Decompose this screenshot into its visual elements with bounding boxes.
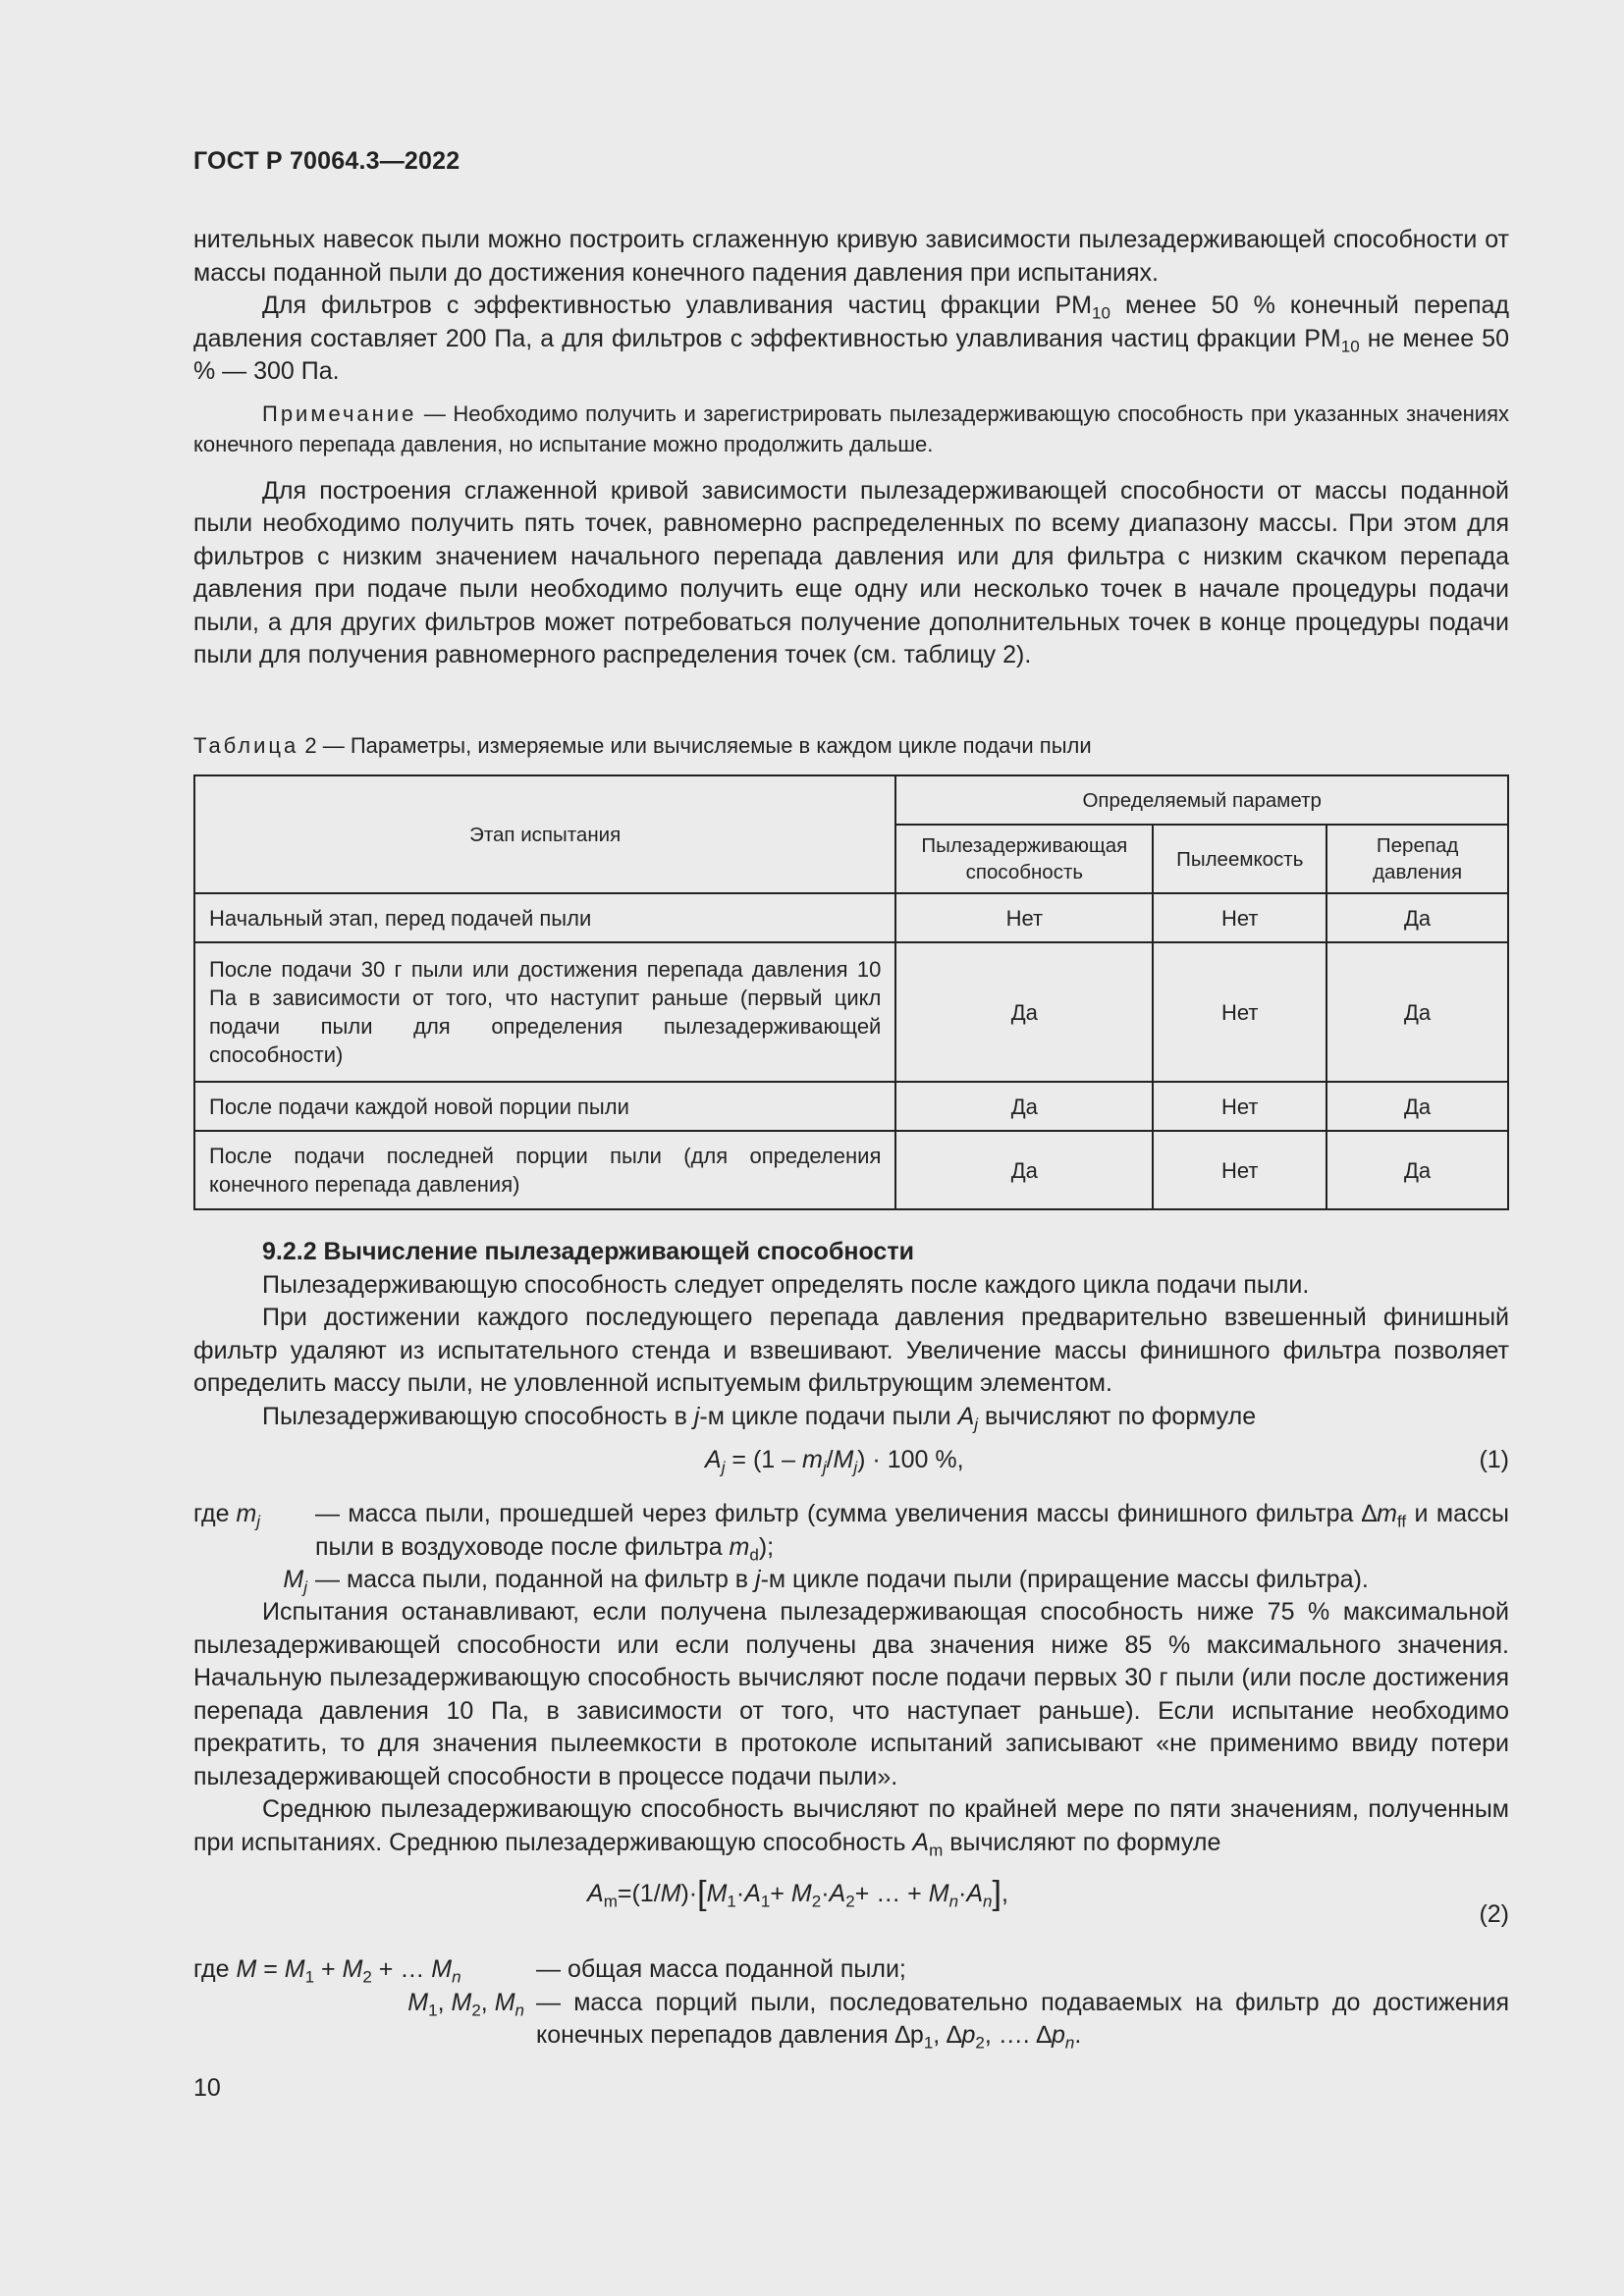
table-row [194, 1131, 1508, 1209]
section-text-block [193, 1236, 1509, 1433]
header-dust-arrestance: Пылезадерживающая способность [895, 825, 1153, 893]
paragraph-average: Среднюю пылезадерживающую способность вычисляют по крайней мере по пяти значениям, полученным при испытаниях. Среднюю пылезадерживающую способность $A_m$ вычисляют по формуле [193, 1795, 1509, 1859]
header-parameter-group: Определяемый параметр [895, 775, 1508, 825]
cell-value: Нет [1153, 1131, 1326, 1209]
cell-value: Нет [895, 893, 1153, 942]
cell-value: Да [1326, 893, 1508, 942]
cell-value: Да [895, 942, 1153, 1082]
cell-value: Да [1326, 942, 1508, 1082]
page-number: 10 [193, 2074, 221, 2102]
paragraph-pressure-limits: Для фильтров с эффективностью улавливания частиц фракции $PM_{10}$ менее 50 % конечный перепад давления составляет 200 Па, а для фильтров с эффективностью улавливания частиц фракции $PM_{10}$ не менее 50 % — 300 Па. [193, 292, 1510, 385]
section-title: 9.2.2 Вычисление пылезадерживающей способности [262, 1238, 914, 1265]
cell-value: Нет [1153, 893, 1326, 942]
paragraph-smoothed-curve: Для построения сглаженной кривой зависимости пылезадерживающей способности от массы поданной пыли необходимо получить пять точек, равномерно распределенных по всему диапазону массы. При этом для фильтров с низким значением начального перепада давления или для фильтра с низким скачком перепада давления при подаче пыли необходимо получить еще одну или несколько точек в начале процедуры подачи пыли, а для других фильтров может потребоваться получение дополнительных точек в конце процедуры подачи пыли для получения равномерного распределения точек (см. таблицу 2). [193, 476, 1509, 668]
section-paragraph-formula-intro: Пылезадерживающую способность в j-м цикле подачи пыли $A_j$ вычисляют по формуле [262, 1402, 1257, 1433]
document-code-header: ГОСТ Р 70064.3—2022 [193, 147, 460, 175]
legend-row-M: $M_j$ — масса пыли, поданной на фильтр в j-м цикле подачи пыли (приращение массы фильтра). [283, 1566, 1369, 1597]
parameters-table [193, 774, 1509, 1210]
cell-value: Да [895, 1082, 1153, 1131]
section-paragraph: Пылезадерживающую способность следует определять после каждого цикла подачи пыли. [262, 1270, 1310, 1299]
formula-1: $A_j = (1 - m_j/M_j) \cdot 100$ %, [705, 1446, 964, 1477]
table-row [194, 893, 1508, 942]
formula-2-legend [193, 1953, 1509, 2053]
table-caption: Таблица 2 — Параметры, измеряемые или вычисляемые в каждом цикле подачи пыли [193, 733, 1092, 758]
cell-value: Да [1326, 1082, 1508, 1131]
cell-stage: После подачи 30 г пыли или достижения перепада давления 10 Па в зависимости от того, что наступит раньше (первый цикл подачи пыли для определения пылезадерживающей способности) [194, 942, 895, 1082]
table-row [194, 1082, 1508, 1131]
stop-criteria-block [193, 1596, 1509, 1859]
cell-stage: После подачи последней порции пыли (для определения конечного перепада давления) [194, 1131, 895, 1209]
section-paragraph: При достижении каждого последующего перепада давления предварительно взвешенный финишный фильтр удаляют из испытательного стенда и взвешивают. Увеличение массы финишного фильтра позволяет определить массу пыли, не уловленной испытуемым фильтрующим элементом. [193, 1304, 1509, 1397]
legend-row-total-mass: где $M = M_1 + M_2$ + … $M_n$ — общая масса поданной пыли; [193, 1955, 906, 1987]
header-dust-capacity: Пылеемкость [1153, 825, 1326, 893]
formula-1-number: (1) [1479, 1446, 1509, 1473]
cell-value: Да [895, 1131, 1153, 1209]
formula-2-number: (2) [1479, 1900, 1509, 1928]
cell-value: Нет [1153, 942, 1326, 1082]
legend-row-portion-masses: $M_1$, $M_2$, $M_n$ — масса порций пыли, последовательно подаваемых на фильтр до достижения конечных перепадов давления $\Delta p_1$, $\Delta p_2$, …. $\Delta p_n$. [407, 1988, 1509, 2053]
header-stage: Этап испытания [194, 775, 895, 893]
cell-stage: После подачи каждой новой порции пыли [194, 1082, 895, 1131]
formula-1-legend [193, 1498, 1509, 1597]
paragraph-continued: нительных навесок пыли можно построить сглаженную кривую зависимости пылезадерживающей способности от массы поданной пыли до достижения конечного падения давления при испытаниях. [193, 226, 1509, 287]
cell-value: Да [1326, 1131, 1508, 1209]
note-paragraph: Примечание — Необходимо получить и зарегистрировать пылезадерживающую способность при указанных значениях конечного перепада давления, но испытание можно продолжить дальше. [193, 400, 1509, 456]
table-row [194, 942, 1508, 1082]
note-label: Примечание [262, 400, 417, 426]
intro-text-block [193, 224, 1509, 672]
cell-stage: Начальный этап, перед подачей пыли [194, 893, 895, 942]
legend-row-m: где $m_j$ — масса пыли, прошедшей через фильтр (сумма увеличения массы финишного фильтра $\Delta m_{ff}$ и массы пыли в воздуховоде после фильтра $m_d$); [193, 1500, 1509, 1564]
paragraph-stop-criteria: Испытания останавливают, если получена пылезадерживающая способность ниже 75 % максимальной пылезадерживающей способности или если получены два значения ниже 85 % максимального значения. Начальную пылезадерживающую способность вычисляют после подачи первых 30 г пыли (или после достижения перепада давления 10 Па, в зависимости от того, что наступает раньше). Если испытание необходимо прекратить, то для значения пылеемкости в протоколе испытаний записывают «не применимо ввиду потери пылезадерживающей способности в процессе подачи пыли». [193, 1598, 1509, 1790]
header-pressure-drop: Перепад давления [1326, 825, 1508, 893]
formula-2: $A_m=(1/M)\cdot[M_1\cdot A_1+ M_2\cdot A_2+$ … + $M_n\cdot A_n$], [587, 1875, 1008, 1912]
cell-value: Нет [1153, 1082, 1326, 1131]
